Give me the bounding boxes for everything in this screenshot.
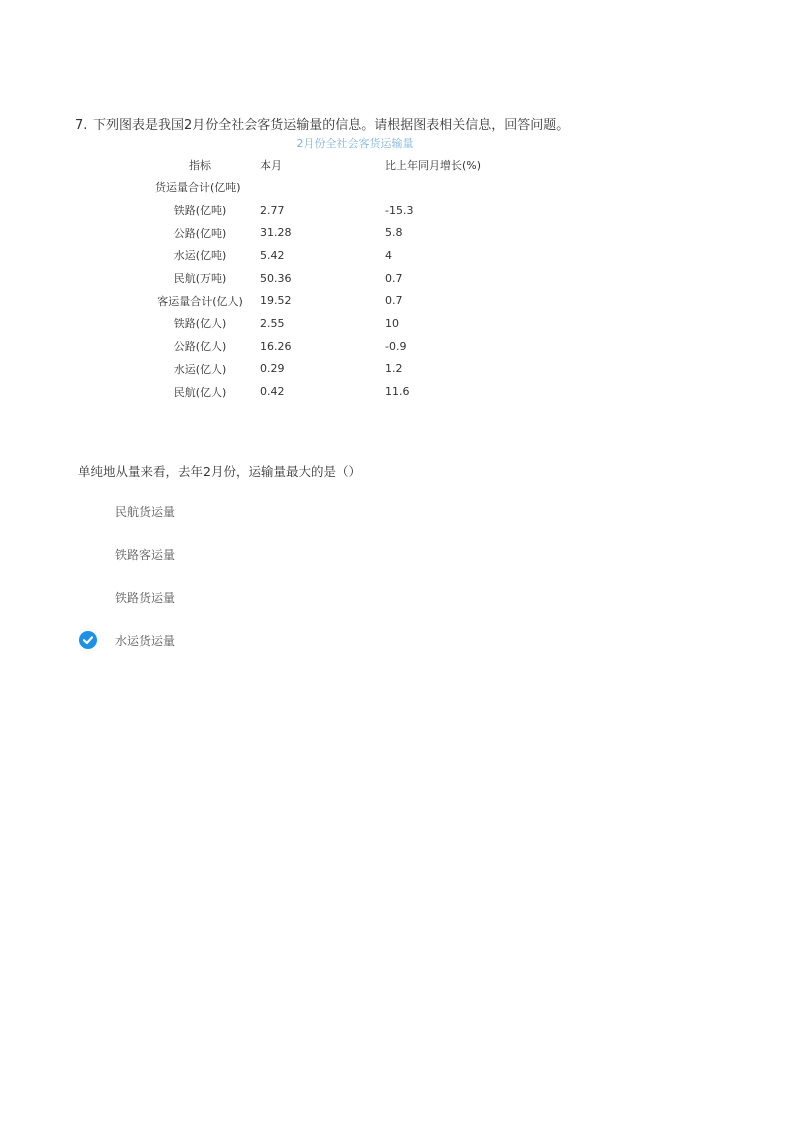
row-growth-value: 4 — [385, 248, 392, 262]
table-row — [140, 335, 555, 358]
row-growth-value: 5.8 — [385, 226, 403, 240]
answer-option-a[interactable] — [78, 500, 378, 543]
row-indicator: 铁路(亿吨) — [173, 204, 227, 218]
answer-option-c[interactable] — [78, 586, 378, 629]
row-growth-value: -0.9 — [385, 339, 407, 353]
table-row — [140, 267, 555, 290]
row-indicator: 客运量合计(亿人) — [157, 294, 243, 308]
row-month-value — [260, 176, 385, 199]
table-row — [140, 199, 555, 222]
table-row — [140, 358, 555, 381]
row-growth-value: 11.6 — [385, 385, 410, 399]
row-growth-value: 1.2 — [385, 362, 403, 376]
row-growth-value: -15.3 — [385, 203, 414, 217]
row-indicator: 水运(亿人) — [173, 362, 227, 376]
row-growth-value: 0.7 — [385, 271, 403, 285]
answer-option-d[interactable] — [78, 629, 378, 672]
row-indicator: 铁路(亿人) — [173, 317, 227, 331]
row-month-value: 31.28 — [260, 226, 292, 240]
row-month-value: 2.77 — [260, 203, 285, 217]
data-table-container — [140, 154, 555, 403]
answer-options — [78, 500, 378, 672]
row-month-value: 5.42 — [260, 248, 285, 262]
row-growth-value: 10 — [385, 316, 399, 330]
row-growth-value: 0.7 — [385, 294, 403, 308]
option-label: 铁路货运量 — [115, 591, 176, 605]
table-row — [140, 176, 555, 199]
unselected-radio[interactable] — [79, 545, 97, 563]
row-month-value: 2.55 — [260, 316, 285, 330]
table-row — [140, 312, 555, 335]
table-row — [140, 289, 555, 312]
option-label: 水运货运量 — [115, 634, 176, 648]
sub-question: 单纯地从量来看，去年2月份，运输量最大的是（） — [78, 464, 361, 479]
table-title: 2月份全社会客货运输量 — [296, 137, 414, 150]
unselected-radio[interactable] — [79, 588, 97, 606]
question-text: 下列图表是我国2月份全社会客货运输量的信息。请根据图表相关信息，回答问题。 — [93, 118, 570, 133]
table-header-row — [140, 154, 555, 176]
row-indicator: 公路(亿人) — [173, 340, 227, 354]
option-label: 铁路客运量 — [115, 548, 176, 562]
option-label: 民航货运量 — [115, 505, 176, 519]
row-month-value: 16.26 — [260, 339, 292, 353]
row-indicator: 民航(万吨) — [173, 272, 227, 286]
answer-option-b[interactable] — [78, 543, 378, 586]
question-number: 7. — [75, 118, 88, 133]
check-circle-icon[interactable] — [79, 631, 97, 649]
row-indicator: 货运量合计(亿吨) — [155, 181, 241, 195]
header-indicator: 指标 — [189, 159, 211, 172]
row-month-value: 0.29 — [260, 362, 285, 376]
row-indicator: 水运(亿吨) — [173, 249, 227, 263]
header-growth: 比上年同月增长(%) — [385, 159, 482, 172]
question-stem — [75, 114, 569, 133]
table-row — [140, 221, 555, 244]
table-row — [140, 244, 555, 267]
header-month: 本月 — [260, 159, 282, 172]
row-growth-value — [385, 176, 555, 199]
row-month-value: 19.52 — [260, 294, 292, 308]
table-row — [140, 380, 555, 403]
row-indicator: 公路(亿吨) — [173, 226, 227, 240]
row-month-value: 0.42 — [260, 385, 285, 399]
row-indicator: 民航(亿人) — [173, 385, 227, 399]
unselected-radio[interactable] — [79, 502, 97, 520]
row-month-value: 50.36 — [260, 271, 292, 285]
transport-volume-table — [140, 154, 555, 403]
